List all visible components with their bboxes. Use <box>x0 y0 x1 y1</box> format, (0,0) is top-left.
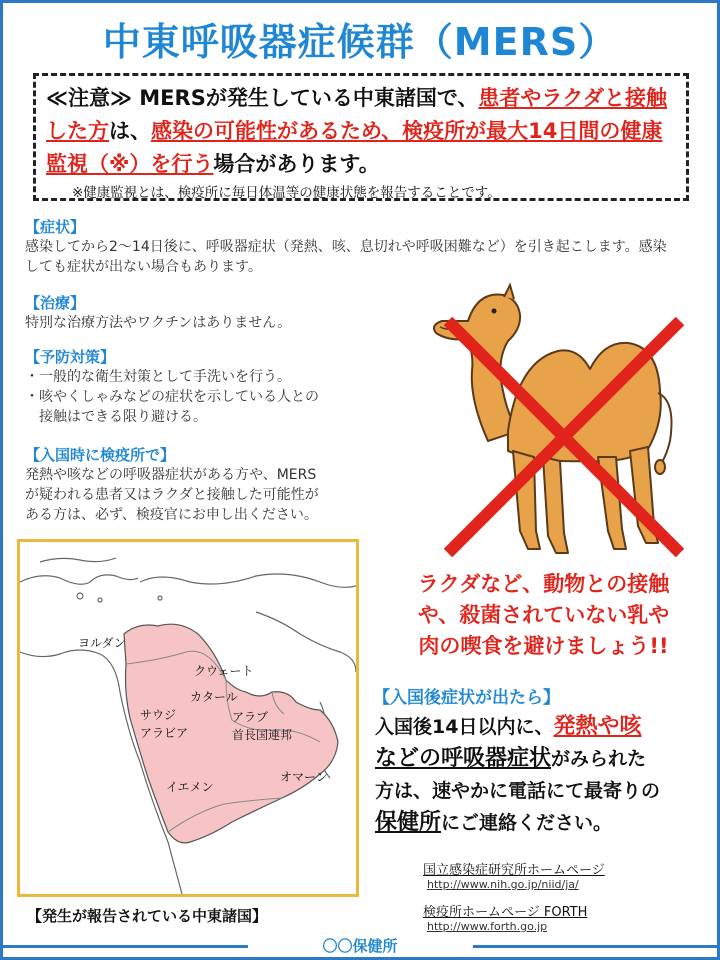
warning-line: や、殺菌されていない乳や <box>417 603 670 627</box>
link-url[interactable]: http://www.forth.go.jp <box>427 920 548 933</box>
page-title: 中東呼吸器症候群（MERS） <box>102 20 618 64</box>
after-entry-line <box>375 775 720 807</box>
notice-segment: 場合があります。 <box>213 152 380 176</box>
treatment-section <box>25 293 405 333</box>
notice-box <box>33 73 689 201</box>
map-caption: 【発生が報告されている中東諸国】 <box>27 907 268 925</box>
prevention-item: ・咳やくしゃみなどの症状を示している人との <box>25 389 319 405</box>
warning-text <box>371 569 716 662</box>
prevention-item: ・一般的な衛生対策として手洗いを行う。 <box>25 369 291 385</box>
map-label-jordan: ヨルダン <box>78 636 126 650</box>
symptoms-heading: 【症状】 <box>25 218 86 236</box>
after-entry-segment: 方は、速やかに電話にて最寄りの <box>375 780 661 802</box>
notice-text <box>46 82 678 181</box>
treatment-heading: 【治療】 <box>25 294 86 312</box>
entry-line: ある方は、必ず、検疫官にお申し出ください。 <box>25 507 318 523</box>
entry-heading: 【入国時に検疫所で】 <box>25 446 176 464</box>
link-title[interactable]: 国立感染症研究所ホームページ <box>423 863 605 878</box>
links <box>423 859 605 933</box>
prevention-heading: 【予防対策】 <box>25 348 116 366</box>
link-title[interactable]: 検疫所ホームページ FORTH <box>423 905 588 920</box>
footer <box>3 935 717 959</box>
footer-office: 〇〇保健所 <box>322 937 398 955</box>
camel-icon <box>408 281 718 581</box>
notice-emphasis: 感染の可能性があるため、検疫所が最大14日間の健康監視（※）を行う <box>46 119 663 176</box>
after-entry-emphasis: などの呼吸器症状 <box>375 746 552 771</box>
after-entry-emphasis: 発熱や咳 <box>553 714 642 739</box>
map-label-yemen: イエメン <box>166 780 214 794</box>
after-entry-segment: にご連絡ください。 <box>441 812 613 834</box>
warning-line: 肉の喫食を避けましょう!! <box>418 634 669 658</box>
treatment-body: 特別な治療方法やワクチンはありません。 <box>25 315 292 331</box>
map-label-kuwait: クウェート <box>194 664 254 678</box>
map-label-qatar: カタール <box>190 690 238 704</box>
middle-east-map <box>17 539 359 897</box>
map-label-saudi: サウジ アラビア <box>140 708 189 740</box>
camel-illustration <box>408 281 718 581</box>
prevention-item: 接触はできる限り避ける。 <box>25 409 207 425</box>
notice-footnote: ※健康監視とは、検疫所に毎日体温等の健康状態を報告することです。 <box>72 185 501 201</box>
notice-segment: は、 <box>109 119 151 143</box>
notice-emphasis: 患者やラクダと接触した方 <box>46 86 667 143</box>
entry-line: が疑われる患者又はラクダと接触した可能性が <box>25 487 319 503</box>
after-entry-emphasis: 保健所 <box>375 810 442 835</box>
after-entry-segment: がみられた <box>551 748 647 770</box>
after-entry-line <box>375 743 720 775</box>
notice-segment: ≪注意≫ MERSが発生している中東諸国で、 <box>46 86 479 110</box>
after-entry-body <box>375 711 720 839</box>
map-label-oman: オマーン <box>280 770 328 784</box>
entry-line: 発熱や咳などの呼吸器症状がある方や、MERS <box>25 467 317 483</box>
warning-line: ラクダなど、動物との接触 <box>417 572 670 596</box>
after-entry-segment: 入国後14日以内に、 <box>375 716 554 738</box>
after-entry-line <box>375 807 720 839</box>
symptoms-section <box>25 217 675 277</box>
after-entry-line <box>375 711 720 743</box>
map-label-uae: アラブ 首長国連邦 <box>232 710 293 742</box>
prevention-section <box>25 347 405 427</box>
after-entry-heading: 【入国後症状が出たら】 <box>373 688 560 708</box>
entry-section <box>25 445 405 525</box>
link-url[interactable]: http://www.nih.go.jp/niid/ja/ <box>427 878 579 891</box>
symptoms-body: 感染してから2〜14日後に、呼吸器症状（発熱、咳、息切れや呼吸困難など）を引き起こします。感染しても症状が出ない場合もあります。 <box>25 239 667 275</box>
